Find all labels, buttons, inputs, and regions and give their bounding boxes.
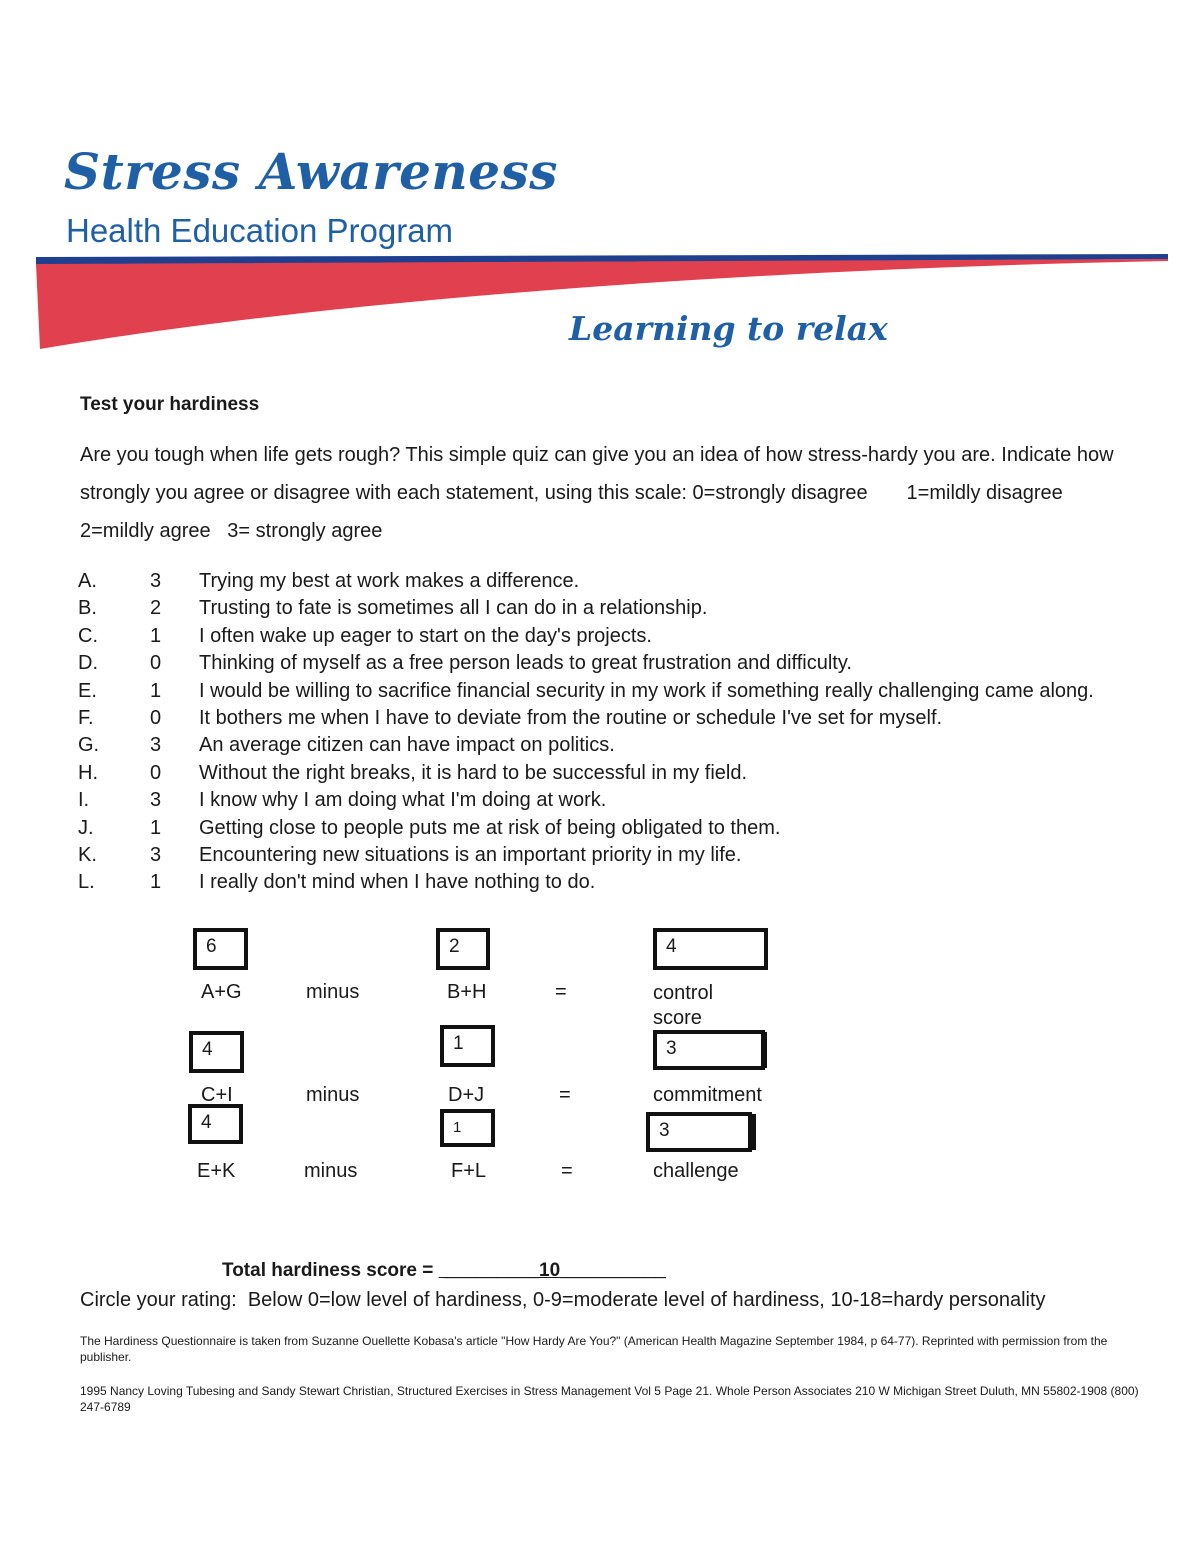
total-hardiness-score bbox=[222, 1260, 666, 1282]
item-letter: J. bbox=[78, 816, 94, 839]
item-statement: I know why I am doing what I'm doing at work. bbox=[199, 789, 607, 812]
label-e-k: E+K bbox=[197, 1160, 236, 1182]
item-statement: Thinking of myself as a free person leads to great frustration and difficulty. bbox=[199, 652, 852, 675]
copyright-footnote: 1995 Nancy Loving Tubesing and Sandy Stewart Christian, Structured Exercises in Stress Management Vol 5 Page 21. Whole Person Associates 210 W Michigan Street Duluth, MN 55802-1908 (800) 247-6789 bbox=[80, 1384, 1139, 1414]
minus-label: minus bbox=[306, 981, 360, 1003]
item-letter: I. bbox=[78, 789, 90, 812]
item-letter: K. bbox=[78, 843, 97, 866]
item-letter: C. bbox=[78, 624, 98, 647]
item-letter: D. bbox=[78, 652, 98, 675]
label-commitment: commitment bbox=[653, 1084, 762, 1106]
item-score: 1 bbox=[150, 624, 162, 647]
score-box-d-j: 1 bbox=[440, 1025, 495, 1067]
rating-instructions: Circle your rating: Below 0=low level of hardiness, 0-9=moderate level of hardiness, 10-18=hardy personality bbox=[80, 1289, 1046, 1311]
item-letter: A. bbox=[78, 570, 97, 592]
total-value-line: _________10__________ bbox=[438, 1260, 666, 1281]
item-score: 1 bbox=[150, 679, 162, 702]
page-title: Stress Awareness bbox=[64, 142, 558, 201]
label-d-j: D+J bbox=[448, 1084, 485, 1106]
item-letter: E. bbox=[78, 679, 97, 702]
score-box-b-h: 2 bbox=[436, 928, 490, 970]
item-statement: It bothers me when I have to deviate from the routine or schedule I've set for myself. bbox=[199, 706, 943, 729]
label-control-score: control score bbox=[653, 982, 714, 1029]
item-score: 2 bbox=[150, 597, 162, 620]
item-score: 1 bbox=[150, 871, 162, 894]
equals-label: = bbox=[561, 1160, 573, 1182]
item-statement: I really don't mind when I have nothing to do. bbox=[199, 871, 596, 894]
item-score: 0 bbox=[150, 706, 162, 729]
label-c-i: C+I bbox=[201, 1084, 233, 1106]
label-challenge: challenge bbox=[653, 1160, 739, 1182]
item-score: 3 bbox=[150, 843, 162, 866]
item-letter: F. bbox=[78, 706, 94, 729]
item-statement: Trusting to fate is sometimes all I can do in a relationship. bbox=[199, 597, 708, 620]
score-box-commitment: 3 bbox=[653, 1030, 765, 1070]
minus-label: minus bbox=[306, 1084, 360, 1106]
item-letter: H. bbox=[78, 761, 98, 784]
score-box-e-k: 4 bbox=[188, 1104, 243, 1144]
minus-label: minus bbox=[304, 1160, 358, 1182]
item-letter: B. bbox=[78, 597, 97, 620]
page-subtitle: Health Education Program bbox=[66, 212, 454, 249]
equals-label: = bbox=[559, 1084, 571, 1106]
item-statement: Getting close to people puts me at risk of being obligated to them. bbox=[199, 816, 781, 839]
total-label: Total hardiness score = bbox=[222, 1260, 434, 1281]
label-a-g: A+G bbox=[201, 981, 242, 1003]
item-statement: I often wake up eager to start on the day's projects. bbox=[199, 624, 652, 647]
item-letter: L. bbox=[78, 871, 95, 894]
score-box-c-i: 4 bbox=[189, 1031, 244, 1073]
tagline: Learning to relax bbox=[569, 309, 888, 348]
item-statement: Trying my best at work makes a difference. bbox=[199, 570, 580, 592]
equals-label: = bbox=[555, 981, 567, 1003]
item-score: 3 bbox=[150, 789, 162, 812]
item-statement: Without the right breaks, it is hard to be successful in my field. bbox=[199, 761, 748, 784]
item-score: 1 bbox=[150, 816, 162, 839]
label-f-l: F+L bbox=[451, 1160, 487, 1182]
item-score: 0 bbox=[150, 652, 162, 675]
item-statement: I would be willing to sacrifice financial security in my work if something really challenging came along. bbox=[199, 679, 1094, 702]
item-score: 0 bbox=[150, 761, 162, 784]
score-box-a-g: 6 bbox=[193, 928, 248, 970]
label-b-h: B+H bbox=[447, 981, 487, 1003]
quiz-intro: Are you tough when life gets rough? This simple quiz can give you an idea of how stress-hardy you are. Indicate how strongly you agree or disagree with each statement, using this scale: 0=strongly disagree 1=mildly disagree 2=mildly agree 3= strongly agree bbox=[80, 444, 1114, 542]
score-box-control: 4 bbox=[653, 928, 768, 970]
source-footnote: The Hardiness Questionnaire is taken from Suzanne Ouellette Kobasa's article "How Hardy Are You?" (American Health Magazine September 1984, p 64-77). Reprinted with permission from the publisher. bbox=[80, 1334, 1108, 1364]
score-box-f-l: 1 bbox=[440, 1109, 495, 1147]
quiz-heading: Test your hardiness bbox=[80, 394, 260, 415]
item-letter: G. bbox=[78, 734, 100, 757]
item-score: 3 bbox=[150, 734, 162, 757]
item-score: 3 bbox=[150, 570, 162, 592]
score-box-challenge: 3 bbox=[646, 1112, 752, 1152]
total-value: 10 bbox=[539, 1260, 561, 1281]
item-statement: Encountering new situations is an important priority in my life. bbox=[199, 843, 742, 866]
item-statement: An average citizen can have impact on politics. bbox=[199, 734, 615, 757]
